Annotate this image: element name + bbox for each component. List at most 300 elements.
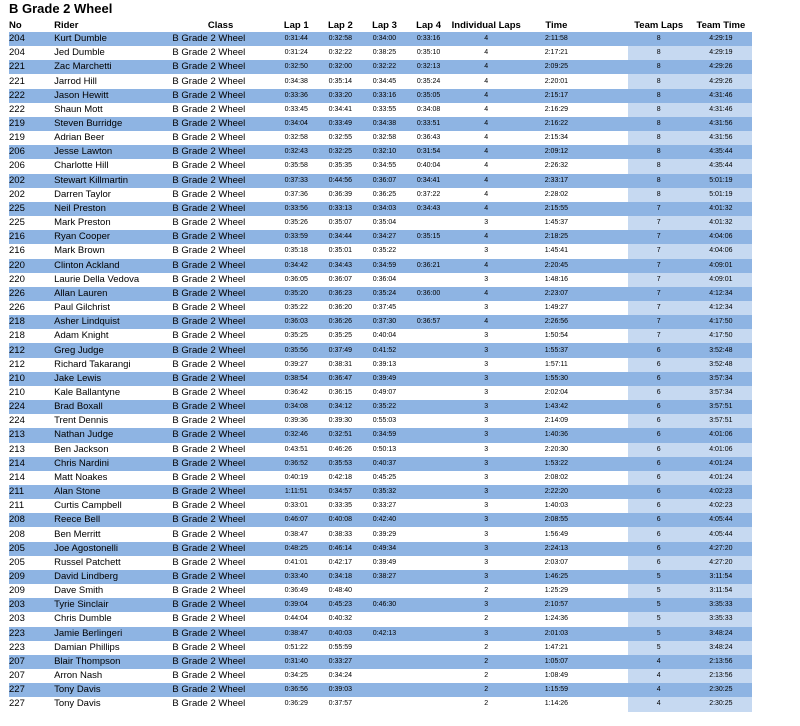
cell-lap3[interactable]: 0:33:55 [372, 105, 397, 113]
cell-lap3[interactable]: 0:39:29 [372, 530, 397, 538]
cell-time[interactable]: 1:43:42 [525, 400, 587, 414]
cell-no[interactable]: 224 [9, 400, 54, 414]
cell-lap3[interactable]: 0:38:27 [359, 570, 410, 584]
cell-lap2[interactable]: 0:33:35 [328, 502, 353, 510]
cell-lap3[interactable]: 0:39:49 [359, 372, 410, 386]
table-row[interactable] [9, 598, 752, 612]
cell-team-laps[interactable]: 6 [628, 527, 690, 541]
cell-rider[interactable]: Blair Thompson [54, 655, 170, 669]
cell-lap1[interactable]: 0:32:50 [271, 60, 322, 74]
cell-no[interactable]: 223 [9, 627, 54, 641]
cell-time[interactable]: 1:50:54 [544, 332, 569, 340]
cell-no[interactable]: 226 [9, 302, 25, 314]
cell-spacer[interactable] [587, 428, 627, 442]
cell-lap3[interactable]: 0:41:52 [359, 343, 410, 357]
cell-time[interactable]: 2:20:01 [544, 77, 569, 85]
table-row[interactable] [9, 697, 752, 711]
cell-lap1[interactable]: 0:35:26 [284, 219, 308, 227]
cell-lap1[interactable]: 0:36:56 [271, 683, 322, 697]
cell-lap3[interactable]: 0:32:22 [359, 60, 410, 74]
cell-time[interactable]: 2:18:25 [525, 230, 587, 244]
cell-team-time[interactable]: 5:01:19 [690, 188, 752, 202]
cell-team-time[interactable]: 5:01:19 [690, 174, 752, 188]
cell-rider[interactable]: Chris Dumble [54, 613, 112, 625]
cell-spacer[interactable] [587, 527, 627, 541]
table-row[interactable] [9, 584, 752, 598]
table-row[interactable] [9, 428, 752, 442]
cell-rider[interactable]: Richard Takarangi [54, 358, 131, 370]
cell-lap3[interactable]: 0:35:32 [359, 485, 410, 499]
cell-individual-laps[interactable]: 4 [447, 230, 525, 244]
table-row[interactable] [9, 542, 752, 556]
cell-lap1[interactable]: 0:33:56 [271, 202, 322, 216]
cell-individual-laps[interactable]: 3 [484, 332, 489, 340]
cell-lap4[interactable] [410, 443, 447, 457]
cell-lap2[interactable]: 0:33:27 [322, 655, 359, 669]
cell-rider[interactable]: Chris Nardini [54, 457, 170, 471]
cell-lap3[interactable]: 0:34:59 [359, 259, 410, 273]
cell-individual-laps[interactable]: 4 [447, 174, 525, 188]
cell-individual-laps[interactable]: 3 [447, 372, 525, 386]
cell-rider[interactable]: Kale Ballantyne [54, 386, 121, 398]
cell-spacer[interactable] [587, 697, 627, 711]
cell-time[interactable]: 1:45:37 [544, 219, 569, 227]
cell-team-time[interactable]: 4:35:44 [690, 145, 752, 159]
cell-time[interactable]: 1:55:30 [525, 372, 587, 386]
cell-spacer[interactable] [587, 627, 627, 641]
cell-team-time[interactable]: 4:05:44 [690, 527, 752, 541]
cell-lap4[interactable] [410, 457, 447, 471]
cell-team-laps[interactable]: 7 [628, 301, 690, 315]
cell-individual-laps[interactable]: 4 [447, 89, 525, 103]
cell-lap4[interactable] [410, 627, 447, 641]
table-row[interactable] [9, 372, 752, 386]
table-row[interactable] [9, 556, 752, 570]
cell-rider[interactable]: Joe Agostonelli [54, 542, 170, 556]
cell-team-laps[interactable]: 6 [628, 428, 690, 442]
cell-lap4[interactable]: 0:33:51 [410, 117, 447, 131]
cell-rider[interactable]: Charlotte Hill [54, 160, 109, 172]
cell-rider[interactable]: Clinton Ackland [54, 259, 170, 273]
cell-lap3[interactable]: 0:50:13 [372, 445, 397, 453]
cell-no[interactable]: 226 [9, 287, 54, 301]
cell-lap4[interactable]: 0:35:10 [416, 49, 441, 57]
table-row[interactable] [9, 46, 752, 60]
cell-team-time[interactable]: 3:52:48 [690, 358, 752, 372]
cell-lap1[interactable]: 0:51:22 [284, 643, 308, 651]
cell-time[interactable]: 1:45:41 [544, 247, 569, 255]
cell-team-time[interactable]: 2:13:56 [690, 669, 752, 683]
cell-lap4[interactable] [410, 301, 447, 315]
cell-rider[interactable]: Jed Dumble [54, 47, 105, 59]
cell-lap3[interactable] [359, 697, 410, 711]
cell-class[interactable]: B Grade 2 Wheel [170, 400, 270, 414]
cell-lap1[interactable]: 0:36:05 [284, 275, 308, 283]
cell-lap2[interactable]: 0:46:14 [322, 542, 359, 556]
cell-spacer[interactable] [587, 117, 627, 131]
cell-time[interactable]: 1:55:37 [525, 343, 587, 357]
cell-individual-laps[interactable]: 4 [447, 145, 525, 159]
cell-time[interactable]: 1:24:36 [544, 615, 569, 623]
cell-lap4[interactable] [410, 372, 447, 386]
table-row[interactable] [9, 683, 752, 697]
cell-lap4[interactable] [410, 584, 447, 598]
cell-no[interactable]: 219 [9, 117, 54, 131]
cell-individual-laps[interactable]: 3 [484, 445, 489, 453]
cell-lap4[interactable] [410, 499, 447, 513]
cell-lap2[interactable]: 0:48:40 [328, 587, 353, 595]
cell-lap3[interactable]: 0:37:45 [372, 304, 397, 312]
cell-lap3[interactable]: 0:34:45 [372, 77, 397, 85]
cell-lap3[interactable]: 0:36:07 [359, 174, 410, 188]
cell-class[interactable]: B Grade 2 Wheel [172, 358, 246, 370]
cell-spacer[interactable] [587, 372, 627, 386]
table-row[interactable] [9, 471, 752, 485]
cell-no[interactable]: 213 [9, 428, 54, 442]
cell-no[interactable]: 214 [9, 457, 54, 471]
cell-spacer[interactable] [587, 612, 627, 626]
cell-lap2[interactable]: 0:38:31 [328, 360, 353, 368]
cell-lap4[interactable] [410, 570, 447, 584]
cell-class[interactable]: B Grade 2 Wheel [172, 75, 246, 87]
cell-spacer[interactable] [587, 400, 627, 414]
cell-team-laps[interactable]: 6 [628, 457, 690, 471]
cell-no[interactable]: 205 [9, 542, 54, 556]
cell-lap1[interactable]: 0:33:59 [271, 230, 322, 244]
cell-individual-laps[interactable]: 4 [484, 49, 489, 57]
cell-team-laps[interactable]: 6 [628, 443, 690, 457]
cell-individual-laps[interactable]: 3 [447, 400, 525, 414]
cell-rider[interactable]: Curtis Campbell [54, 500, 122, 512]
cell-team-laps[interactable]: 6 [628, 414, 690, 428]
cell-time[interactable]: 2:26:32 [544, 162, 569, 170]
cell-lap1[interactable]: 0:35:56 [271, 343, 322, 357]
header-team-time[interactable]: Team Time [696, 19, 746, 31]
cell-class[interactable]: B Grade 2 Wheel [170, 428, 270, 442]
cell-team-time[interactable]: 4:31:56 [690, 117, 752, 131]
cell-spacer[interactable] [587, 131, 627, 145]
cell-lap2[interactable]: 0:35:01 [328, 247, 353, 255]
cell-individual-laps[interactable]: 3 [484, 558, 489, 566]
cell-individual-laps[interactable]: 4 [447, 32, 525, 46]
cell-lap4[interactable]: 0:35:05 [410, 89, 447, 103]
cell-lap1[interactable]: 0:38:47 [271, 627, 322, 641]
cell-lap2[interactable]: 0:32:00 [322, 60, 359, 74]
cell-lap2[interactable]: 0:32:22 [328, 49, 353, 57]
cell-team-laps[interactable]: 7 [628, 216, 690, 230]
cell-lap4[interactable] [410, 513, 447, 527]
cell-lap2[interactable]: 0:35:35 [328, 162, 353, 170]
cell-no[interactable]: 219 [9, 132, 25, 144]
cell-individual-laps[interactable]: 3 [484, 473, 489, 481]
cell-lap1[interactable]: 0:39:04 [271, 598, 322, 612]
cell-lap4[interactable]: 0:34:41 [410, 174, 447, 188]
cell-spacer[interactable] [587, 471, 627, 485]
cell-team-time[interactable]: 4:27:20 [690, 542, 752, 556]
cell-no[interactable]: 211 [9, 485, 54, 499]
cell-lap2[interactable]: 0:36:15 [328, 388, 353, 396]
cell-individual-laps[interactable]: 3 [484, 247, 489, 255]
cell-lap4[interactable] [410, 485, 447, 499]
table-row[interactable] [9, 315, 752, 329]
cell-time[interactable]: 1:05:07 [525, 655, 587, 669]
cell-team-laps[interactable]: 8 [628, 117, 690, 131]
cell-lap1[interactable]: 0:31:24 [284, 49, 308, 57]
cell-individual-laps[interactable]: 3 [484, 388, 489, 396]
cell-lap3[interactable] [359, 641, 410, 655]
cell-team-laps[interactable]: 7 [628, 287, 690, 301]
cell-no[interactable]: 220 [9, 259, 54, 273]
cell-no[interactable]: 209 [9, 570, 54, 584]
cell-lap4[interactable] [410, 655, 447, 669]
cell-rider[interactable]: Nathan Judge [54, 428, 170, 442]
cell-spacer[interactable] [587, 513, 627, 527]
cell-class[interactable]: B Grade 2 Wheel [172, 471, 246, 483]
table-row[interactable] [9, 287, 752, 301]
cell-lap4[interactable] [410, 358, 447, 372]
cell-team-laps[interactable]: 8 [628, 145, 690, 159]
header-rider[interactable]: Rider [54, 19, 79, 31]
cell-time[interactable]: 2:20:30 [544, 445, 569, 453]
cell-lap4[interactable] [410, 641, 447, 655]
header-lap4[interactable]: Lap 4 [416, 19, 441, 31]
cell-rider[interactable]: Ben Merritt [54, 528, 101, 540]
cell-no[interactable]: 227 [9, 683, 54, 697]
cell-class[interactable]: B Grade 2 Wheel [172, 47, 246, 59]
cell-spacer[interactable] [587, 216, 627, 230]
header-individual-laps[interactable]: Individual Laps [451, 19, 521, 31]
cell-lap4[interactable]: 0:35:24 [416, 77, 441, 85]
cell-lap3[interactable]: 0:40:37 [359, 457, 410, 471]
cell-lap4[interactable] [410, 527, 447, 541]
cell-lap1[interactable]: 0:35:25 [284, 332, 308, 340]
cell-lap1[interactable]: 0:32:46 [271, 428, 322, 442]
cell-class[interactable]: B Grade 2 Wheel [172, 160, 246, 172]
cell-class[interactable]: B Grade 2 Wheel [170, 32, 270, 46]
cell-individual-laps[interactable]: 4 [447, 315, 525, 329]
cell-rider[interactable]: Adam Knight [54, 330, 109, 342]
cell-lap3[interactable] [359, 669, 410, 683]
cell-rider[interactable]: Mark Preston [54, 217, 111, 229]
cell-individual-laps[interactable]: 4 [447, 287, 525, 301]
cell-lap2[interactable]: 0:35:53 [322, 457, 359, 471]
cell-lap2[interactable]: 0:36:07 [328, 275, 353, 283]
cell-no[interactable]: 207 [9, 670, 25, 682]
cell-lap2[interactable]: 0:37:57 [328, 700, 353, 708]
table-row[interactable] [9, 499, 752, 513]
cell-team-time[interactable]: 4:01:24 [690, 457, 752, 471]
cell-no[interactable]: 225 [9, 202, 54, 216]
cell-lap3[interactable]: 0:34:59 [359, 428, 410, 442]
cell-time[interactable]: 2:08:55 [525, 513, 587, 527]
cell-lap2[interactable]: 0:39:30 [328, 417, 353, 425]
cell-lap3[interactable]: 0:34:03 [359, 202, 410, 216]
cell-no[interactable]: 222 [9, 89, 54, 103]
table-row[interactable] [9, 386, 752, 400]
cell-time[interactable]: 2:22:20 [525, 485, 587, 499]
cell-spacer[interactable] [587, 386, 627, 400]
cell-time[interactable]: 2:01:03 [525, 627, 587, 641]
cell-lap1[interactable]: 0:33:01 [284, 502, 308, 510]
cell-class[interactable]: B Grade 2 Wheel [172, 500, 246, 512]
cell-spacer[interactable] [587, 60, 627, 74]
cell-team-laps[interactable]: 8 [628, 159, 690, 173]
table-row[interactable] [9, 400, 752, 414]
cell-team-time[interactable]: 4:01:24 [690, 471, 752, 485]
cell-spacer[interactable] [587, 556, 627, 570]
cell-team-time[interactable]: 4:04:06 [690, 244, 752, 258]
cell-team-laps[interactable]: 7 [628, 329, 690, 343]
cell-spacer[interactable] [587, 343, 627, 357]
table-row[interactable] [9, 103, 752, 117]
cell-rider[interactable]: Shaun Mott [54, 103, 103, 115]
table-row[interactable] [9, 159, 752, 173]
table-row[interactable] [9, 343, 752, 357]
cell-individual-laps[interactable]: 4 [447, 117, 525, 131]
cell-spacer[interactable] [587, 499, 627, 513]
cell-lap3[interactable]: 0:34:55 [372, 162, 397, 170]
cell-team-time[interactable]: 2:30:25 [690, 683, 752, 697]
cell-lap2[interactable]: 0:34:18 [322, 570, 359, 584]
cell-rider[interactable]: Allan Lauren [54, 287, 170, 301]
cell-lap1[interactable]: 0:34:04 [271, 117, 322, 131]
cell-no[interactable]: 214 [9, 471, 25, 483]
cell-no[interactable]: 207 [9, 655, 54, 669]
cell-team-time[interactable]: 4:12:34 [690, 301, 752, 315]
cell-individual-laps[interactable]: 3 [484, 275, 489, 283]
cell-spacer[interactable] [587, 188, 627, 202]
cell-lap4[interactable] [410, 556, 447, 570]
cell-lap2[interactable]: 0:32:25 [322, 145, 359, 159]
cell-class[interactable]: B Grade 2 Wheel [172, 103, 246, 115]
cell-rider[interactable]: Darren Taylor [54, 188, 111, 200]
cell-team-time[interactable]: 3:57:51 [690, 414, 752, 428]
cell-lap4[interactable] [410, 471, 447, 485]
cell-lap2[interactable]: 0:34:24 [328, 672, 353, 680]
cell-time[interactable]: 1:40:03 [544, 502, 569, 510]
cell-rider[interactable]: Asher Lindquist [54, 315, 170, 329]
cell-spacer[interactable] [587, 542, 627, 556]
cell-team-laps[interactable]: 6 [628, 556, 690, 570]
cell-no[interactable]: 202 [9, 174, 54, 188]
cell-team-time[interactable]: 4:29:19 [690, 32, 752, 46]
cell-rider[interactable]: Zac Marchetti [54, 60, 170, 74]
cell-no[interactable]: 204 [9, 32, 54, 46]
cell-team-laps[interactable]: 8 [628, 46, 690, 60]
cell-team-time[interactable]: 4:35:44 [690, 159, 752, 173]
cell-spacer[interactable] [587, 259, 627, 273]
cell-team-laps[interactable]: 8 [628, 32, 690, 46]
table-row[interactable] [9, 131, 752, 145]
cell-rider[interactable]: David Lindberg [54, 570, 170, 584]
cell-lap1[interactable]: 0:43:51 [284, 445, 308, 453]
cell-lap3[interactable] [359, 612, 410, 626]
cell-team-laps[interactable]: 7 [628, 259, 690, 273]
cell-no[interactable]: 210 [9, 372, 54, 386]
cell-no[interactable]: 203 [9, 613, 25, 625]
cell-no[interactable]: 203 [9, 598, 54, 612]
cell-time[interactable]: 2:28:02 [544, 190, 569, 198]
cell-team-time[interactable]: 3:57:34 [690, 372, 752, 386]
cell-team-laps[interactable]: 6 [628, 499, 690, 513]
cell-individual-laps[interactable]: 3 [447, 570, 525, 584]
cell-class[interactable]: B Grade 2 Wheel [172, 217, 246, 229]
cell-lap2[interactable]: 0:42:17 [328, 558, 353, 566]
table-row[interactable] [9, 60, 752, 74]
cell-time[interactable]: 2:16:22 [525, 117, 587, 131]
cell-lap1[interactable]: 0:33:45 [284, 105, 308, 113]
cell-spacer[interactable] [587, 358, 627, 372]
cell-lap1[interactable]: 0:32:43 [271, 145, 322, 159]
table-row[interactable] [9, 244, 752, 258]
cell-spacer[interactable] [587, 32, 627, 46]
cell-individual-laps[interactable]: 3 [484, 360, 489, 368]
cell-class[interactable]: B Grade 2 Wheel [172, 528, 246, 540]
cell-lap4[interactable] [410, 414, 447, 428]
cell-lap1[interactable]: 0:32:58 [284, 134, 308, 142]
cell-team-time[interactable]: 3:35:33 [690, 598, 752, 612]
cell-team-laps[interactable]: 6 [628, 372, 690, 386]
cell-team-time[interactable]: 4:09:01 [690, 259, 752, 273]
cell-team-time[interactable]: 4:09:01 [690, 273, 752, 287]
cell-lap2[interactable]: 0:35:14 [328, 77, 353, 85]
cell-team-laps[interactable]: 7 [628, 244, 690, 258]
cell-lap3[interactable] [359, 683, 410, 697]
cell-lap2[interactable]: 0:39:03 [322, 683, 359, 697]
cell-team-time[interactable]: 4:17:50 [690, 315, 752, 329]
cell-team-laps[interactable]: 5 [628, 584, 690, 598]
cell-lap1[interactable]: 0:33:36 [271, 89, 322, 103]
cell-spacer[interactable] [587, 598, 627, 612]
cell-lap2[interactable]: 0:36:26 [322, 315, 359, 329]
cell-rider[interactable]: Mark Brown [54, 245, 105, 257]
cell-spacer[interactable] [587, 244, 627, 258]
cell-lap3[interactable] [359, 655, 410, 669]
cell-lap4[interactable] [410, 428, 447, 442]
cell-lap4[interactable]: 0:32:13 [410, 60, 447, 74]
cell-lap3[interactable]: 0:34:38 [359, 117, 410, 131]
cell-team-laps[interactable]: 7 [628, 273, 690, 287]
cell-no[interactable]: 212 [9, 358, 25, 370]
cell-class[interactable]: B Grade 2 Wheel [172, 698, 246, 710]
cell-team-time[interactable]: 4:12:34 [690, 287, 752, 301]
cell-lap1[interactable]: 0:36:52 [271, 457, 322, 471]
cell-lap1[interactable]: 0:36:42 [284, 388, 308, 396]
cell-spacer[interactable] [587, 287, 627, 301]
cell-no[interactable]: 221 [9, 75, 25, 87]
cell-lap1[interactable]: 0:36:03 [271, 315, 322, 329]
cell-individual-laps[interactable]: 4 [484, 105, 489, 113]
cell-individual-laps[interactable]: 4 [484, 190, 489, 198]
cell-lap2[interactable]: 0:34:43 [322, 259, 359, 273]
cell-no[interactable]: 212 [9, 343, 54, 357]
cell-lap3[interactable]: 0:32:10 [359, 145, 410, 159]
table-row[interactable] [9, 301, 752, 315]
cell-class[interactable]: B Grade 2 Wheel [170, 287, 270, 301]
cell-individual-laps[interactable]: 3 [484, 219, 489, 227]
cell-team-laps[interactable]: 4 [628, 697, 690, 711]
cell-class[interactable]: B Grade 2 Wheel [170, 655, 270, 669]
table-row[interactable] [9, 570, 752, 584]
cell-lap4[interactable]: 0:34:08 [416, 105, 441, 113]
cell-spacer[interactable] [587, 103, 627, 117]
cell-class[interactable]: B Grade 2 Wheel [172, 188, 246, 200]
cell-individual-laps[interactable]: 3 [484, 502, 489, 510]
cell-individual-laps[interactable]: 2 [484, 587, 489, 595]
table-row[interactable] [9, 230, 752, 244]
cell-team-time[interactable]: 2:13:56 [690, 655, 752, 669]
cell-lap1[interactable]: 0:34:08 [271, 400, 322, 414]
